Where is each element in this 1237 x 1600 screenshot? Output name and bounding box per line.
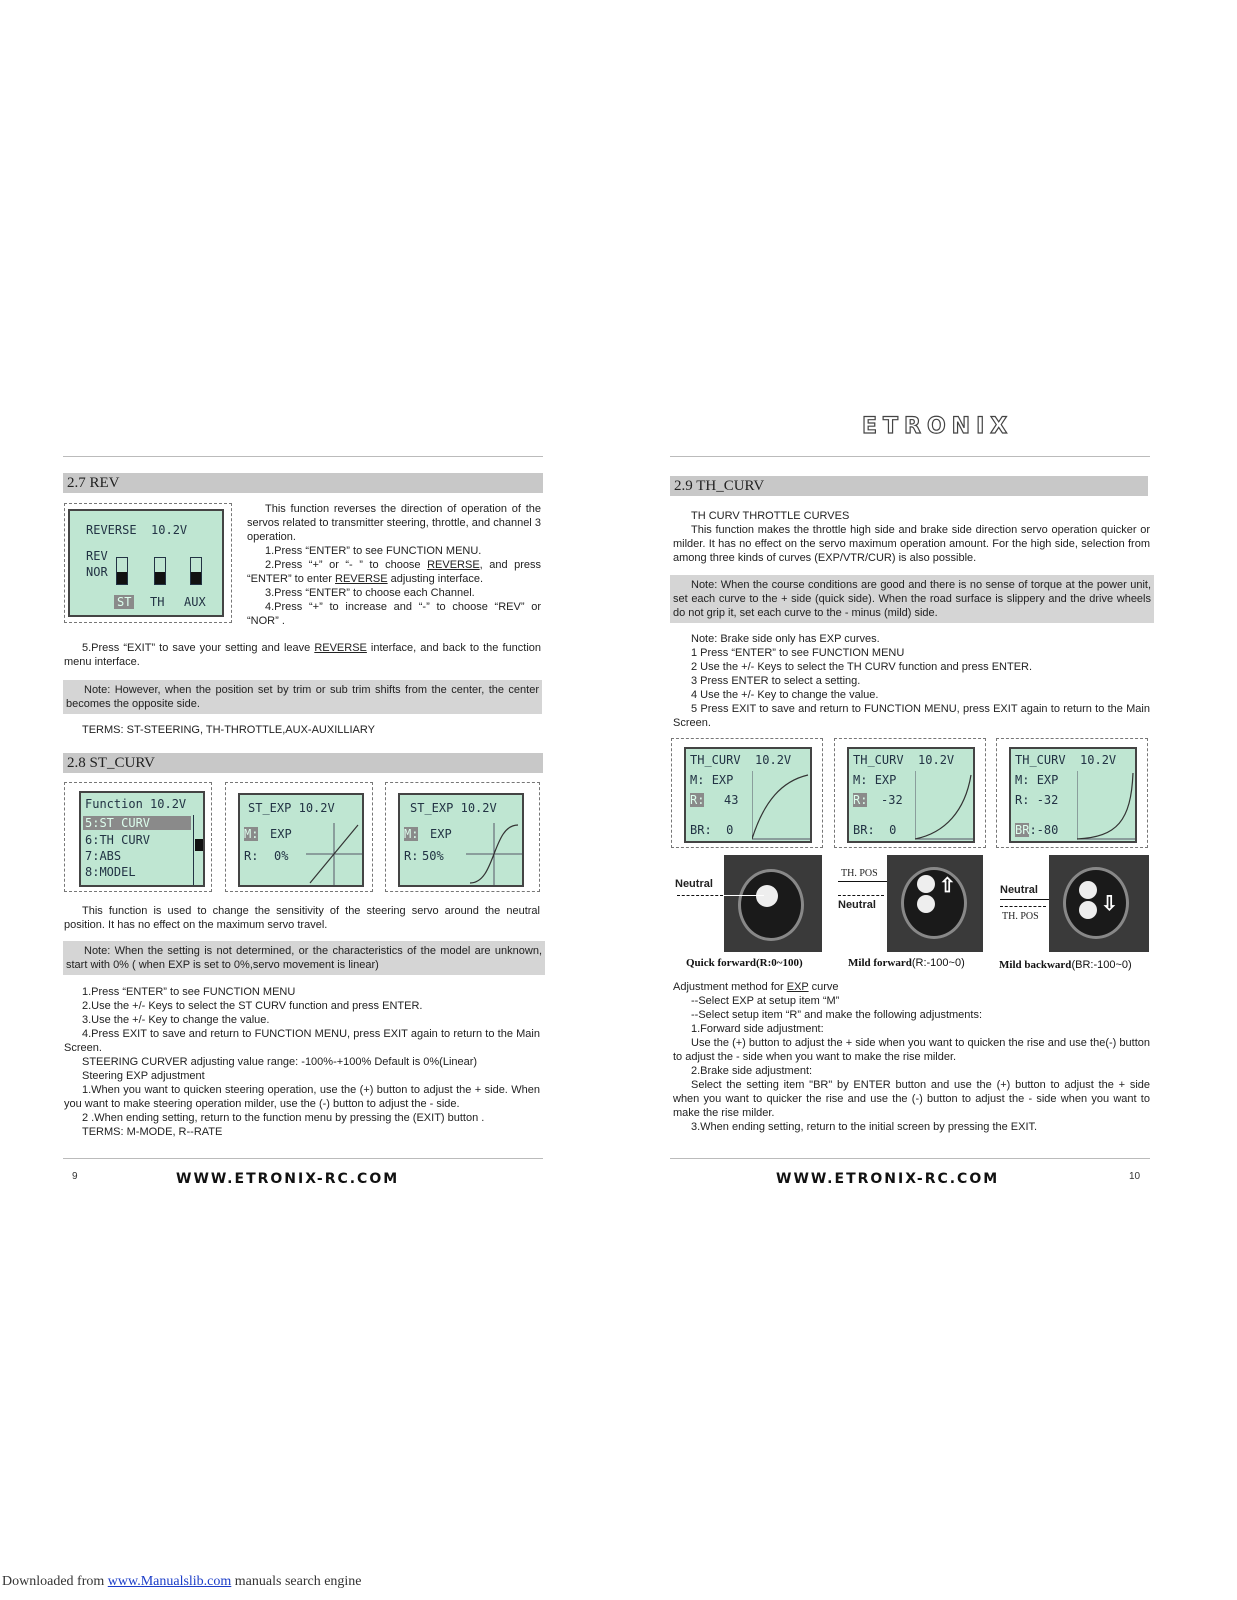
st-curv-note: Note: When the setting is not determined, or the characteristics of the model are unknown, start with 0% ( when EXP is set to 0%,servo movement is linear) <box>63 941 545 975</box>
transmitter-photo-mild-backward: ⇩ <box>1049 855 1149 952</box>
right-top-rule <box>670 456 1150 457</box>
th-curv-note: Note: When the course conditions are good and there is no sense of torque at the power unit, set each curve to the + side (quick side). When the road surface is slippery and the drive wheels do not grip it, set each curve to the - minus (mild) side. <box>670 575 1154 623</box>
function-menu-lcd: Function 10.2V 5:ST CURV 6:TH CURV 7:ABS 8:MODEL <box>79 791 205 887</box>
rev-terms: TERMS: ST-STEERING, TH-THROTTLE,AUX-AUXILLIARY <box>82 724 375 736</box>
rev-step5: 5.Press “EXIT” to save your setting and leave REVERSE interface, and back to the function menu interface. <box>64 642 541 668</box>
neutral-label-3: Neutral <box>1000 884 1038 896</box>
th-curv-lcd-3-frame <box>996 738 1148 848</box>
st-exp-0-lcd-frame <box>225 782 373 892</box>
th-curv-intro: TH CURV THROTTLE CURVES This function makes the throttle high side and brake side direction servo operation quicker or milder. It has no effect on the servo maximum operation amount. For the high side, selection from among three kinds of curves (EXP/VTR/CUR) is also possible. <box>673 510 1150 564</box>
left-top-rule <box>63 456 543 457</box>
th-curv-lcd-2: TH_CURV 10.2V M: EXP R: -32 BR: 0 <box>847 747 975 843</box>
left-bottom-rule <box>63 1158 543 1159</box>
transmitter-photo-mild-forward: ⇧ <box>887 855 983 952</box>
th-curv-lcd-3: TH_CURV 10.2V M: EXP R: -32 BR:-80 <box>1009 747 1137 843</box>
reverse-lcd-frame <box>64 503 232 623</box>
th-curv-lcd-1-frame <box>671 738 823 848</box>
st-exp-50-lcd: ST_EXP 10.2V M: EXP R: 50% <box>398 793 524 887</box>
exp-adjustment-method: Adjustment method for EXP curve --Select EXP at setup item “M” --Select setup item “R” and make the following adjustments: 1.Forward side adjustment: Use the (+) button to adjust the + side when you want to quicken the rise and use the(-) button to adjust the - side when you want to make the rise milder. 2.Brake side adjustment: Select the setting item "BR" by ENTER button and use the (+) button to adjust the + side when you want to quicker the rise and use the (-) button to adjust the - side when you want to make the rise milder. 3.When ending setting, return to the initial screen by pressing the EXIT. <box>673 981 1150 1133</box>
left-site-url: WWW.ETRONIX-RC.COM <box>176 1171 400 1187</box>
st-exp-50-curve <box>466 823 522 885</box>
th-curv-1-curve <box>752 771 810 841</box>
st-curv-intro: This function is used to change the sensitivity of the steering servo around the neutral position. It has no effect on the maximum servo travel. <box>64 905 540 931</box>
left-page-number: 9 <box>72 1171 78 1182</box>
th-curv-3-curve <box>1077 771 1135 841</box>
th-pos-label-2: TH. POS <box>1002 911 1039 922</box>
th-curv-lcd-1: TH_CURV 10.2V M: EXP R: 43 BR: 0 <box>684 747 812 843</box>
right-site-url: WWW.ETRONIX-RC.COM <box>776 1171 1000 1187</box>
st-exp-0-curve <box>306 823 362 885</box>
right-page-number: 10 <box>1129 1171 1141 1182</box>
neutral-label-1: Neutral <box>675 878 713 890</box>
rev-note: Note: However, when the position set by trim or sub trim shifts from the center, the center becomes the opposite side. <box>63 680 542 714</box>
th-curv-steps: Note: Brake side only has EXP curves. 1 Press “ENTER” to see FUNCTION MENU 2 Use the +/- Keys to select the TH CURV function and press ENTER. 3 Press ENTER to select a setting. 4 Use the +/- Key to change the value. 5 Press EXIT to save and return to FUNCTION MENU, press EXIT again to return to the Main Screen. <box>673 633 1150 729</box>
th-pos-line-1 <box>838 881 890 882</box>
neutral-label-2: Neutral <box>838 899 876 911</box>
right-bottom-rule <box>670 1158 1150 1159</box>
etronix-logo: ETRONIX <box>862 414 1014 439</box>
st-curv-steps: 1.Press “ENTER” to see FUNCTION MENU 2.Use the +/- Keys to select the ST CURV function and press ENTER. 3.Use the +/- Key to change the value. 4.Press EXIT to save and return to FUNCTION MENU, press EXIT again to return to the Main Screen. STEERING CURVER adjusting value range: -100%-+100% Default is 0%(Linear) Steering EXP adjustment 1.When you want to quicken steering operation, use the (+) button to adjust the + side. When you want to make steering operation milder, use the (-) button to adjust the - side. 2 .When ending setting, return to the function menu by pressing the (EXIT) button . TERMS: M-MODE, R--RATE <box>64 986 540 1138</box>
rev-intro: This function reverses the direction of operation of the servos related to transmitter steering, throttle, and channel 3 operation. 1.Press “ENTER” to see FUNCTION MENU. 2.Press “+” or “- ” to choose REVERSE, and press “ENTER” to enter REVERSE adjusting interface. 3.Press “ENTER” to choose each Channel. 4.Press “+” to increase and “-” to choose “REV” or “NOR” . <box>247 503 541 627</box>
caption-mild-forward: Mild forward(R:-100~0) <box>848 957 965 969</box>
section-2-8-header: 2.8 ST_CURV <box>63 753 543 773</box>
manualslib-link[interactable]: www.Manualslib.com <box>107 1574 232 1589</box>
transmitter-photo-quick-forward <box>724 855 822 952</box>
caption-mild-backward: Mild backward(BR:-100~0) <box>999 959 1132 971</box>
neutral-dash-3 <box>1000 906 1046 907</box>
th-curv-2-curve <box>915 771 973 841</box>
function-menu-lcd-frame <box>64 782 212 892</box>
section-2-7-header: 2.7 REV <box>63 473 543 493</box>
st-exp-0-lcd: ST_EXP 10.2V M: EXP R: 0% <box>238 793 364 887</box>
neutral-dash-1 <box>677 895 723 896</box>
section-2-9-header: 2.9 TH_CURV <box>670 476 1148 496</box>
caption-quick-forward: Quick forward(R:0~100) <box>686 957 803 969</box>
th-pos-label-1: TH. POS <box>841 868 878 879</box>
th-curv-lcd-2-frame <box>834 738 986 848</box>
neutral-dash-2 <box>838 895 884 896</box>
reverse-lcd: REVERSE 10.2V REV NOR ST TH AUX <box>68 509 224 617</box>
download-footer: Downloaded from www.Manualslib.com manuals search engine <box>2 1574 362 1589</box>
st-exp-50-lcd-frame <box>385 782 540 892</box>
